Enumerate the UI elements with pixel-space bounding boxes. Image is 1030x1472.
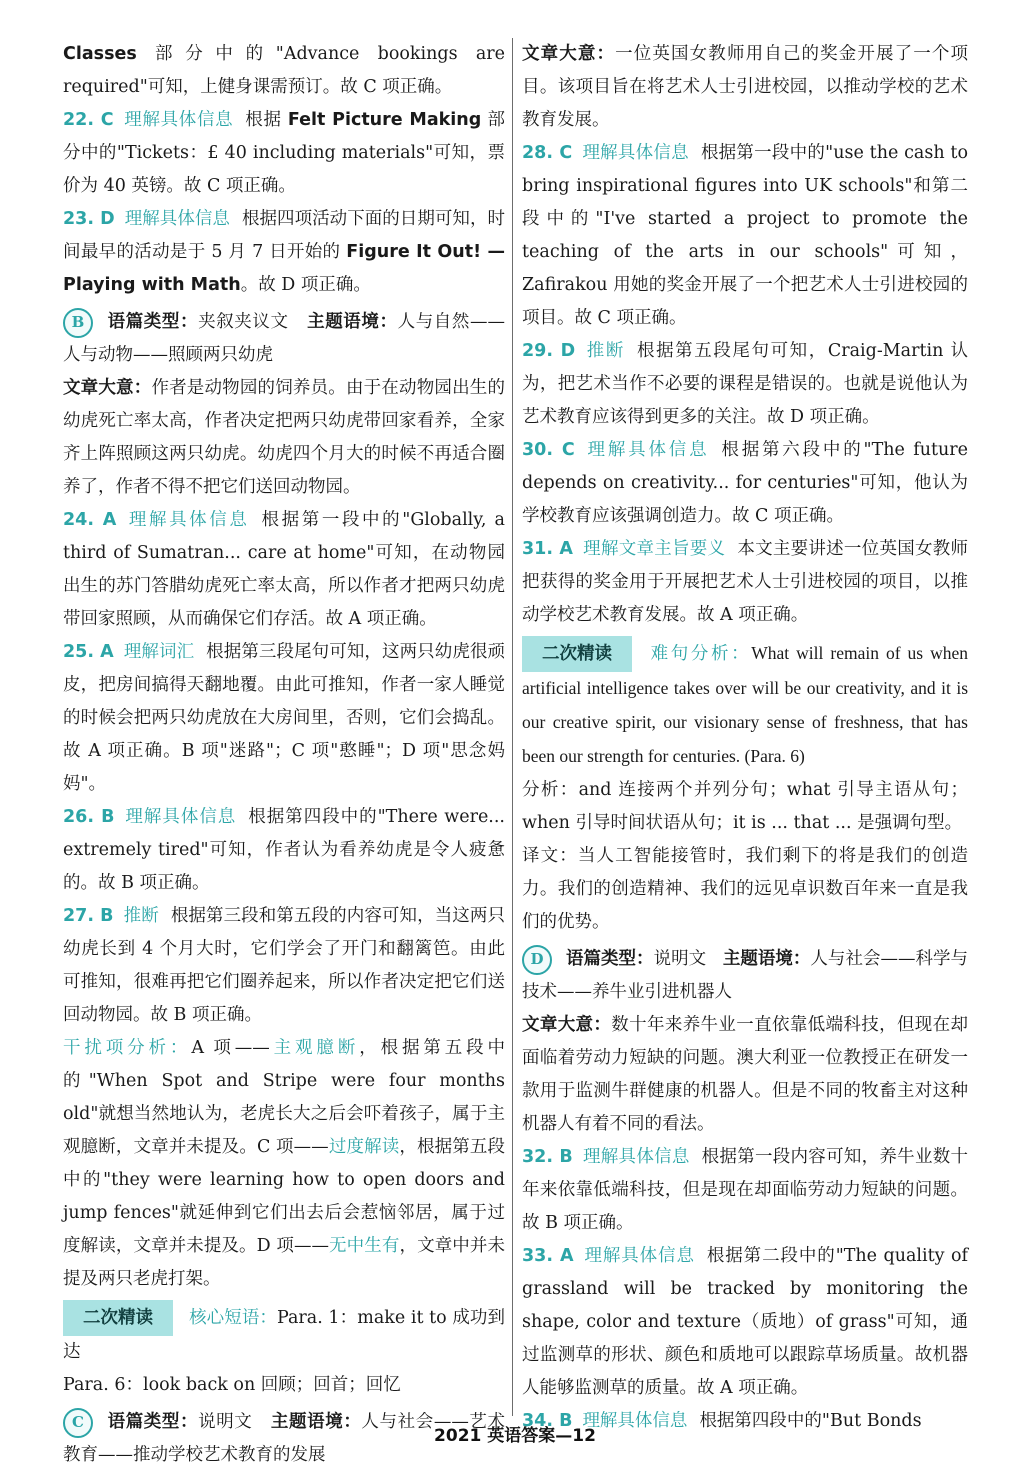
answer-text: 本文主要讲述一位英国女教师把获得的奖金用于开展把艺术人士引进校园的项目，以推动学校艺术教育发展。故 A 项正确。 (522, 539, 969, 625)
answer-number: 24. A (63, 510, 117, 530)
summary-label: 文章大意： (522, 1015, 612, 1035)
answer-text: 根据第四段中的"But Bonds (699, 1411, 922, 1431)
section-b-header (63, 306, 505, 372)
question-type: 理解词汇 (123, 642, 195, 662)
question-type: 理解具体信息 (582, 1411, 688, 1431)
answer-22 (63, 104, 505, 203)
answer-text: 根据第六段中的"The future depends on creativity... for centuries"可知，他认为学校教育应该强调创造力。故 C 项正确。 (522, 440, 969, 526)
page-footer: 2021 英语答案—12 (434, 1426, 596, 1446)
question-type: 理解具体信息 (582, 1147, 690, 1167)
distractor-keyword: 主观臆断 (269, 1038, 360, 1058)
section-d-summary (522, 1009, 968, 1141)
intro-text: 部分中的"Advance bookings are required"可知，上健身课需预订。故 C 项正确。 (63, 44, 505, 97)
question-type: 理解具体信息 (583, 1246, 695, 1266)
answer-number: 26. B (63, 807, 115, 827)
answer-number: 25. A (63, 642, 114, 662)
question-type: 理解文章主旨要义 (582, 539, 726, 559)
answer-text: 部分中的"Tickets：£ 40 including materials"可知，票价为 40 英镑。故 C 项正确。 (63, 110, 505, 196)
answer-bold: Figure It Out! — Playing with Math (63, 242, 505, 295)
right-column (522, 38, 968, 1438)
question-type: 推断 (585, 341, 625, 361)
analysis-label: 分析： (522, 780, 579, 800)
answer-text: 根据第一段中的"Globally, a third of Sumatran... care at home"可知，在动物园出生的苏门答腊幼虎死亡率太高，所以作者才把两只幼虎带回家照顾，从而确保它们存活。故 A 项正确。 (63, 510, 505, 629)
answer-31 (522, 533, 968, 632)
answer-26 (63, 801, 505, 900)
section-c-summary (522, 38, 968, 137)
answer-number: 29. D (522, 341, 576, 361)
answer-text: 根据四项活动下面的日期可知，时间最早的活动是于 5 月 7 日开始的 (63, 209, 506, 262)
answer-number: 33. A (522, 1246, 574, 1266)
translation-paragraph (522, 840, 968, 939)
section-letter-badge: D (522, 945, 552, 975)
answer-number: 31. A (522, 539, 573, 559)
translation-text: 当人工智能接管时，我们剩下的将是我们的创造力。我们的创造精神、我们的远见卓识数百年来一直是我们的优势。 (522, 846, 969, 932)
distractor-keyword: 无中生有 (328, 1236, 400, 1256)
answer-text: 根据 (245, 110, 282, 130)
summary-label: 文章大意： (63, 378, 152, 398)
answer-28 (522, 137, 968, 335)
answer-bold: Felt Picture Making (287, 110, 482, 130)
answer-number: 23. D (63, 209, 115, 229)
analysis-paragraph (522, 774, 968, 840)
answer-32 (522, 1141, 968, 1240)
summary-text: 数十年来养牛业一直依靠低端科技，但现在却面临着劳动力短缺的问题。澳大利亚一位教授正在研发一款用于监测牛群健康的机器人。但是不同的牧畜主对这种机器人有着不同的看法。 (522, 1015, 969, 1134)
context-value: 人与社会——科学与技术——养牛业引进机器人 (522, 949, 969, 1002)
question-type: 理解具体信息 (584, 440, 710, 460)
distractor-keyword: 过度解读 (328, 1137, 400, 1157)
distractor-text: ，文章中并未提及两只老虎打架。 (63, 1236, 506, 1289)
distractor-label: 干扰项分析： (63, 1038, 192, 1058)
question-type: 理解具体信息 (124, 209, 230, 229)
answer-30 (522, 434, 968, 533)
section-d-header (522, 943, 968, 1009)
question-type: 理解具体信息 (123, 110, 234, 130)
answer-text: 根据第五段尾句可知，Craig-Martin 认为，把艺术当作不必要的课程是错误的。也就是说他认为艺术教育应该得到更多的关注。故 D 项正确。 (522, 341, 969, 427)
distractor-text: ，根据第五段中的"they were learning how to open doors and jump fences"就延伸到它们出去后会惹恼邻居，属于过度解读，文章并未提及。D 项—— (63, 1137, 506, 1256)
section-b-summary (63, 372, 505, 504)
answer-33 (522, 1240, 968, 1405)
distractor-text: A 项—— (191, 1038, 270, 1058)
answer-text: 根据第三段尾句可知，这两只幼虎很顽皮，把房间搞得天翻地覆。由此可推知，作者一家人睡觉的时候会把两只幼虎放在大房间里，否则，它们会捣乱。故 A 项正确。B 项"迷路"；C 项"憨睡"；D 项"思念妈妈"。 (63, 642, 506, 794)
answer-27 (63, 900, 505, 1032)
genre-value: 说明文 (198, 1412, 253, 1432)
answer-text: 根据第三段和第五段的内容可知，当这两只幼虎长到 4 个月大时，它们学会了开门和翻篱笆。由此可推知，很难再把它们圈养起来，所以作者决定把它们送回动物园。故 B 项正确。 (63, 906, 505, 1025)
summary-label: 文章大意： (522, 44, 616, 64)
answer-text: 。故 D 项正确。 (240, 275, 371, 295)
answer-24 (63, 504, 505, 636)
review-tag: 二次精读 (522, 636, 632, 672)
difficult-sentence: What will remain of us when artificial intelligence takes over will be our creativity, and it is our creative spirit, our visionary sense of freshness, that has been our strength for centuries. (Para. 6) (522, 643, 968, 766)
question-type: 理解具体信息 (126, 510, 250, 530)
answer-text: 根据第一段内容可知，养牛业数十年来依靠低端科技，但是现在却面临劳动力短缺的问题。故 B 项正确。 (522, 1147, 969, 1233)
context-label: 主题语境： (307, 312, 398, 332)
context-value: 人与自然——人与动物——照顾两只幼虎 (63, 312, 506, 365)
genre-label: 语篇类型： (566, 949, 654, 969)
question-type: 理解具体信息 (124, 807, 237, 827)
genre-label: 语篇类型： (107, 1412, 199, 1432)
review-block-left (63, 1300, 505, 1369)
answer-number: 28. C (522, 143, 573, 163)
review-tag: 二次精读 (63, 1300, 173, 1336)
intro-bold: Classes (63, 44, 137, 64)
answer-text: 根据第二段中的"The quality of grassland will be tracked by monitoring the shape, color and texture（质地）of grass"可知，通过监测草的形状、颜色和质地可以跟踪草场质量。故机器人能够监测草的质量。故 A 项正确。 (522, 1246, 969, 1398)
genre-value: 说明文 (653, 949, 707, 969)
context-label: 主题语境： (722, 949, 811, 969)
section-letter-badge: C (63, 1408, 93, 1438)
summary-text: 一位英国女教师用自己的奖金开展了一个项目。该项目旨在将艺术人士引进校园，以推动学校的艺术教育发展。 (522, 44, 969, 130)
analysis-text: and 连接两个并列分句；what 引导主语从句；when 引导时间状语从句；it is ... that ... 是强调句型。 (522, 780, 969, 833)
phrase-line (63, 1369, 505, 1402)
review-label: 难句分析： (648, 644, 752, 664)
review-block-right (522, 636, 968, 774)
question-type: 推断 (123, 906, 159, 926)
answer-number: 30. C (522, 440, 575, 460)
genre-value: 夹叙夹议文 (198, 312, 289, 332)
answer-25 (63, 636, 505, 801)
context-label: 主题语境： (270, 1412, 362, 1432)
answer-23 (63, 203, 505, 302)
answer-number: 27. B (63, 906, 114, 926)
phrase-item: Para. 1：make it to 成功到达 (63, 1308, 506, 1362)
context-value: 人与社会——艺术教育——推动学校艺术教育的发展 (63, 1412, 506, 1465)
distractor-text: ，根据第五段中的"When Spot and Stripe were four months old"就想当然地认为，老虎长大之后会吓着孩子，属于主观臆断，文章并未提及。C 项—— (63, 1038, 506, 1157)
genre-label: 语篇类型： (107, 312, 199, 332)
summary-text: 作者是动物园的饲养员。由于在动物园出生的幼虎死亡率太高，作者决定把两只幼虎带回家看养，全家齐上阵照顾这两只幼虎。幼虎四个月大的时候不再适合圈养了，作者不得不把它们送回动物园。 (63, 378, 505, 497)
answer-29 (522, 335, 968, 434)
answer-number: 32. B (522, 1147, 573, 1167)
answer-text: 根据第一段中的"use the cash to bring inspirational figures into UK schools"和第二段中的"I've started a project to promote the teaching of the arts in our schools"可知，Zafirakou 用她的奖金开展了一个把艺术人士引进校园的项目。故 C 项正确。 (522, 143, 968, 328)
left-column (63, 38, 505, 1472)
answer-number: 22. C (63, 110, 114, 130)
answer-number: 34. B (522, 1411, 573, 1431)
answer-text: 根据第四段中的"There were... extremely tired"可知，作者认为看养幼虎是令人疲惫的。故 B 项正确。 (63, 807, 505, 893)
translation-label: 译文： (522, 846, 578, 866)
column-divider (512, 38, 513, 1416)
section-letter-badge: B (63, 308, 93, 338)
intro-paragraph (63, 38, 505, 104)
review-label: 核心短语： (189, 1308, 277, 1328)
phrase-item: Para. 6：look back on 回顾；回首；回忆 (63, 1375, 401, 1395)
question-type: 理解具体信息 (582, 143, 689, 163)
distractor-analysis (63, 1032, 505, 1296)
